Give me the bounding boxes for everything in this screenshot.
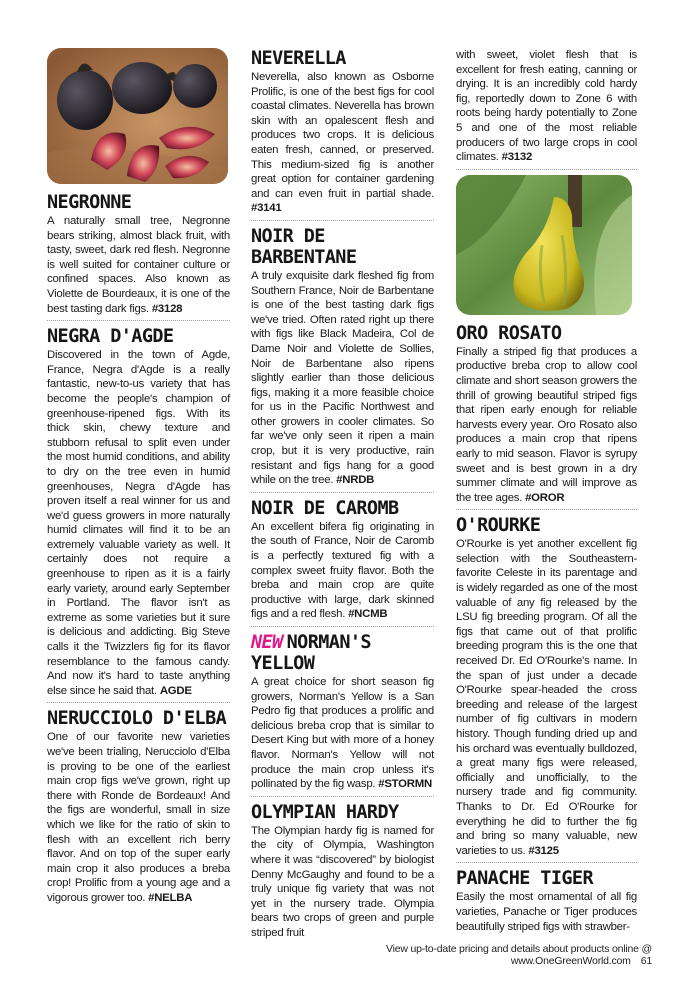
column-left	[47, 48, 230, 915]
entry-olympian-hardy-continued	[456, 48, 637, 170]
entry-description: A naturally small tree, Negronne bears striking, almost black fruit, with tasty, sweet, dark red flesh. Negronne is well suited for container culture or confined spaces. Also known as Violette de Bourdeaux, it is one of the best tasting dark figs. #3128	[47, 215, 230, 315]
item-code: #OROR	[525, 491, 565, 504]
entry-description: Neverella, also known as Osborne Prolific, is one of the best figs for cool coastal climates. Neverella has brown skin with an opalescent flesh and produces two crops. It is delicious eaten fresh, canned, or preserved. This medium-sized fig is another great option for container gardening and can even fruit in partial shade. #3141	[251, 71, 434, 215]
item-code: #NELBA	[148, 891, 193, 904]
entry-negra-dagde	[47, 326, 230, 703]
entry-noir-de-barbentane	[251, 226, 434, 493]
item-code: #STORMN	[378, 778, 432, 791]
entry-nerucciolo-delba	[47, 708, 230, 909]
entry-title: NOIR DE CAROMB	[251, 497, 399, 519]
entry-panache-tiger	[456, 868, 637, 938]
entry-title: OLYMPIAN HARDY	[251, 801, 399, 823]
entry-title: NEW NORMAN'S YELLOW	[251, 632, 371, 674]
entry-title: NEVERELLA	[251, 48, 346, 69]
entry-description: Finally a striped fig that produces a productive breba crop to allow cool climate and short season growers the thrill of growing beautiful striped figs that ripen early enough for reliable harvests every year. Oro Rosato also produces a main crop that ripens early to mid season. Flavor is syrupy sweet and is best grown in a dry summer climate and will improve as the tree ages. #OROR	[456, 345, 637, 504]
item-code: AGDE	[159, 684, 192, 697]
negronne-fig-photo	[47, 48, 228, 184]
item-code: #NRDB	[336, 474, 375, 487]
entry-orourke	[456, 515, 637, 863]
entry-title: NEGRA D'AGDE	[47, 326, 174, 348]
entry-description: An excellent bifera fig originating in the south of France, Noir de Caromb is a perfectly textured fig with a complex sweet fruity flavor. Both the breba and main crop are quite productive with large, dark skinned figs and a red flesh. #NCMB	[251, 520, 434, 621]
entry-description: with sweet, violet flesh that is excellent for fresh eating, canning or drying. It is an incredibly cold hardy fig, reportedly down to Zone 6 with roots being hardy potentially to Zone 5 and one of the most reliable producers of two large crops in cool climates. #3132	[456, 49, 637, 164]
entry-description: Discovered in the town of Agde, France, Negra d'Agde is a really fantastic, new-to-us variety that has become the people's champion of greenhouse-ripened figs. With its thick skin, chewy texture and stubborn refusal to split even under the most humid conditions, and ability to dry on the tree even in humid greenhouses, Negra d'Agde has proven itself a real winner for us and we'd guess growers in more naturally humid climates will find it to be an extremely valuable variety as well. It certainly does not require a greenhouse to ripen as it is a fairly early variety, around early September in Portland. The flavor isn't as extreme as some varieties but it sure is delicious and addicting. Big Steve calls it the Twizzlers fig for its flavor resemblance to the famous candy. And now it's hard to taste anything else since he said that. AGDE	[47, 349, 230, 697]
entry-description: A truly exquisite dark fleshed fig from Southern France, Noir de Barbentane is one of the best tasting dark figs we've tried. Often rated right up there with figs like Black Madeira, Col de Dame Noir and Violette de Sollies, Noir de Barbentane also ripens slightly earlier than those delicious figs, making it a more feasible choice for us in the Pacific Northwest and other growers in cooler climates. So far we've only seen it ripen a main crop, but it is very productive, rain resistant and figs hang for a good while on the tree. #NRDB	[251, 269, 434, 487]
entry-title: O'ROURKE	[456, 515, 541, 537]
entry-oro-rosato	[456, 323, 637, 511]
entry-description: A great choice for short season fig growers, Norman's Yellow is a San Pedro fig that produces a prolific and delicious breba crop that is similar to Desert King but with more of a honey flavor. Norman's Yellow will not produce the main crop unless it's pollinated by the fig wasp. #STORMN	[251, 676, 434, 791]
entry-description: The Olympian hardy fig is named for the city of Olympia, Washington where it was “discovered” by biologist Denny McGaughy and found to be a truly unique fig variety that was not yet in the nursery trade. Olympia bears two crops of green and purple striped fruit	[251, 824, 434, 939]
entry-title: NERUCCIOLO D'ELBA	[47, 708, 227, 730]
entry-neverella	[251, 48, 434, 221]
column-right	[456, 48, 637, 943]
item-code: #3125	[528, 844, 559, 857]
entry-description: One of our favorite new varieties we've been trialing, Nerucciolo d'Elba is proving to be one of the earliest main crop figs we've grown, right up there with Ronde de Bordeaux! And the figs are wonderful, small in size which we like for the ratio of skin to flesh with an excellent rich berry flavor. And on top of the super early main crop it also produces a breba crop! Prolific from a young age and a vigorous grower too. #NELBA	[47, 731, 230, 904]
striped-fig-image	[456, 175, 632, 315]
entry-noir-de-caromb	[251, 498, 434, 627]
entry-title: PANACHE TIGER	[456, 868, 593, 890]
entry-normans-yellow	[251, 632, 434, 797]
footer-website-text: View up-to-date pricing and details about products online @ www.OneGreenWorld.com	[385, 943, 652, 967]
page-number: 61	[640, 955, 652, 967]
entry-description: O'Rourke is yet another excellent fig selection with the Southeastern-favorite Celeste in its parentage and is widely regarded as one of the most valuable of any fig released by the LSU fig breeding program. Of all the figs that came out of that prolific breeding program this is the one that received Dr. Ed O'Rourke's name. In the span of just under a decade O'Rourke spear-headed the cross breeding and release of the largest number of fig cultivars in modern history. Though funding dried up and his orchard was eventually bulldozed, a great many figs were released, officially and unofficially, to the nursery trade and fig community. Thanks to Dr. Ed O'Rourke for everything he did to further the fig and bring so many valuable, new varieties to us. #3125	[456, 538, 637, 857]
page-footer	[262, 943, 652, 967]
item-code: #3128	[151, 302, 183, 315]
entry-negronne	[47, 192, 230, 321]
item-code: #3132	[501, 151, 533, 164]
item-code: #NCMB	[348, 608, 388, 621]
entry-title: ORO ROSATO	[456, 322, 562, 344]
entry-description: Easily the most ornamental of all fig varieties, Panache or Tiger produces beautifully striped figs with strawber-	[456, 891, 637, 933]
black-figs-image	[47, 48, 228, 184]
entry-title: NOIR DE BARBENTANE	[251, 225, 357, 268]
new-badge: NEW	[251, 632, 283, 653]
column-middle	[251, 48, 434, 950]
item-code: #3141	[251, 202, 282, 215]
oro-rosato-fig-photo	[456, 175, 632, 315]
entry-olympian-hardy	[251, 802, 434, 945]
entry-title: NEGRONNE	[47, 192, 132, 213]
